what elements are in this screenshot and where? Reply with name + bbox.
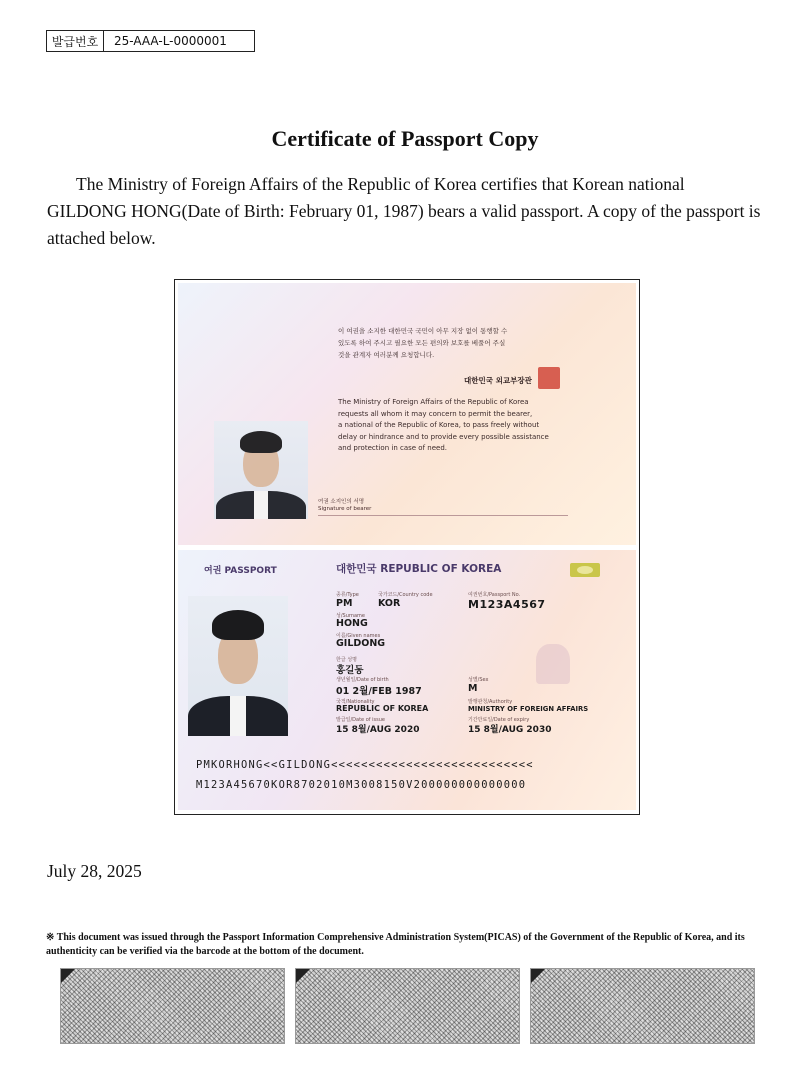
- country-label: 대한민국 REPUBLIC OF KOREA: [336, 563, 502, 575]
- request-english-line: a national of the Republic of Korea, to pass freely without: [338, 421, 540, 429]
- issue-number-label: 발급번호: [47, 31, 104, 51]
- verification-barcode-3: [530, 968, 755, 1044]
- request-english-line: and protection in case of need.: [338, 444, 447, 452]
- sex: M: [468, 683, 478, 694]
- request-english-line: delay or hindrance and to provide every possible assistance: [338, 432, 549, 441]
- authority: MINISTRY OF FOREIGN AFFAIRS: [468, 705, 589, 713]
- request-korean-line: 이 여권을 소지한 대한민국 국민이 아무 지장 없이 통행할 수: [338, 327, 508, 335]
- expiry-date-label: 기간만료일/Date of expiry: [468, 717, 530, 723]
- issue-date-label: 발급일/Date of issue: [336, 717, 385, 723]
- authority-label: 발행관청/Authority: [468, 699, 513, 705]
- surname: HONG: [336, 618, 368, 629]
- korean-name-label: 한글 성명: [336, 657, 357, 663]
- nationality-label: 국적/Nationality: [336, 699, 375, 705]
- ghost-photo: [214, 421, 308, 519]
- issue-number-box: [46, 30, 255, 52]
- given-names-label: 이름/Given names: [336, 633, 381, 639]
- date-of-birth: 01 2월/FEB 1987: [336, 686, 422, 697]
- signature-label-ko: 여권 소지인의 서명: [318, 499, 365, 505]
- request-english-line: The Ministry of Foreign Affairs of the Republic of Korea: [338, 398, 529, 406]
- bearer-photo: [188, 596, 288, 736]
- request-english: [338, 397, 608, 455]
- given-names: GILDONG: [336, 638, 386, 649]
- verification-barcode-2: [295, 968, 520, 1044]
- passport-upper-page: [178, 283, 636, 545]
- korean-name: 홍길동: [336, 665, 364, 676]
- official-seal: [538, 367, 560, 389]
- date-of-issue: 15 8월/AUG 2020: [336, 725, 420, 735]
- authenticity-note: ※ This document was issued through the Passport Information Comprehensive Administration System(PICAS) of the Government of the Republic of Korea, and its authenticity can be verified via the barcode at the bottom of the document.: [46, 932, 745, 957]
- signature-label-en: Signature of bearer: [318, 506, 372, 512]
- intro-text: The Ministry of Foreign Affairs of the Republic of Korea certifies that Korean national GILDONG HONG(Date of Birth: February 01, 1987) bears a valid passport. A copy of the passport is attached below.: [47, 174, 761, 248]
- chip-icon: [570, 563, 600, 577]
- country-code-label: 국가코드/Country code: [378, 592, 433, 598]
- request-korean-line: 있도록 하여 주시고 필요한 모든 편의와 보호를 베풀어 주실: [338, 339, 506, 347]
- verification-barcode-1: [60, 968, 285, 1044]
- ghost-image: [536, 644, 570, 684]
- ministry-korean: 대한민국 외교부장관: [464, 376, 532, 385]
- issue-number: 25-AAA-L-0000001: [114, 34, 227, 48]
- document-title: Certificate of Passport Copy: [271, 126, 539, 151]
- passport-no-label: 여권번호/Passport No.: [468, 592, 521, 598]
- nationality: REPUBLIC OF KOREA: [336, 704, 429, 713]
- type-label: 종류/Type: [336, 592, 359, 598]
- passport-data-page: [178, 550, 636, 810]
- intro-paragraph: [47, 171, 762, 252]
- dob-label: 생년월일/Date of birth: [336, 677, 389, 683]
- passport-copy: [174, 279, 640, 815]
- passport-number: M123A4567: [468, 598, 546, 611]
- request-korean-line: 것을 관계자 여러분께 요청합니다.: [338, 351, 435, 359]
- request-korean: [338, 325, 598, 361]
- passport-label: 여권 PASSPORT: [204, 566, 277, 576]
- issue-date: July 28, 2025: [47, 861, 142, 881]
- signature-line: [318, 515, 568, 516]
- mrz-line-1: PMKORHONG<<GILDONG<<<<<<<<<<<<<<<<<<<<<<<<<<<: [196, 759, 534, 771]
- request-english-line: requests all whom it may concern to permit the bearer,: [338, 409, 533, 418]
- surname-label: 성/Surname: [336, 613, 366, 619]
- country-code: KOR: [378, 598, 401, 609]
- passport-type: PM: [336, 598, 353, 609]
- sex-label: 성별/Sex: [468, 677, 489, 683]
- date-of-expiry: 15 8월/AUG 2030: [468, 725, 552, 735]
- mrz-line-2: M123A45670KOR8702010M3008150V200000000000000: [196, 779, 527, 791]
